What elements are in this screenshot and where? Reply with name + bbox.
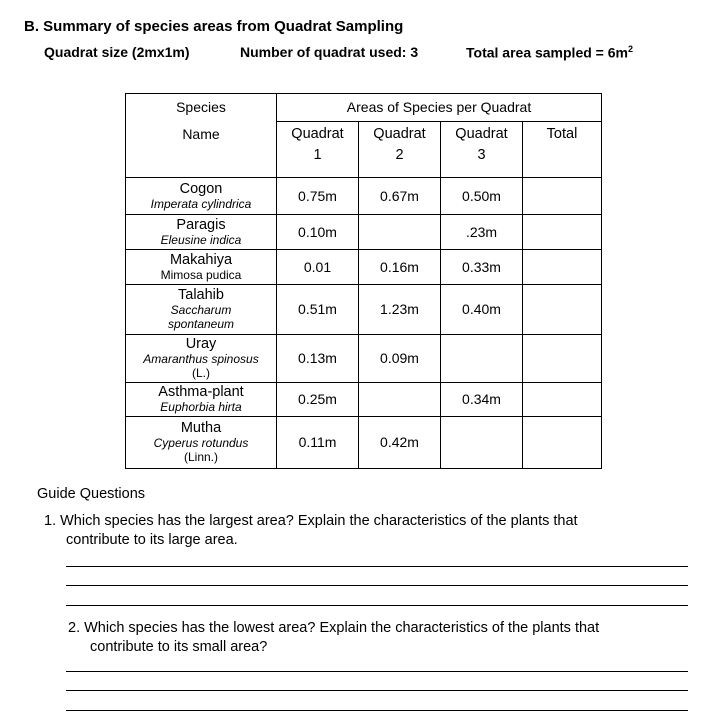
answer-line[interactable] (66, 605, 688, 606)
total-cell (523, 285, 602, 335)
q3-cell: 0.33m (441, 250, 523, 285)
q3-cell (441, 417, 523, 469)
total-area-sampled (466, 44, 633, 61)
common-name: Talahib (178, 287, 224, 303)
common-name: Uray (185, 336, 217, 352)
table-row (126, 250, 602, 285)
species-header: Species (126, 94, 277, 122)
col-label: Quadrat (373, 126, 426, 142)
col-number: 2 (395, 147, 404, 163)
total-area-superscript: 2 (627, 44, 633, 54)
authority: (L.) (192, 366, 210, 380)
quadrats-used: Number of quadrat used: 3 (240, 44, 419, 60)
q1-cell: 0.10m (277, 215, 359, 250)
total-cell (523, 178, 602, 215)
total-cell (523, 417, 602, 469)
question-2-line-2: contribute to its small area? (90, 639, 268, 655)
question-1-line-1: 1. Which species has the largest area? Explain the characteristics of the plants that (44, 513, 578, 529)
common-name: Makahiya (169, 251, 233, 268)
species-cell (126, 285, 277, 335)
q1-cell: 0.75m (277, 178, 359, 215)
q2-cell: 1.23m (359, 285, 441, 335)
table-row (126, 383, 602, 417)
q1-cell: 0.13m (277, 335, 359, 383)
q1-cell: 0.51m (277, 285, 359, 335)
scientific-name: Euphorbia hirta (160, 400, 242, 414)
total-cell (523, 250, 602, 285)
col-quadrat-3 (441, 122, 523, 178)
species-cell (126, 335, 277, 383)
total-cell (523, 383, 602, 417)
scientific-name: Amaranthus spinosus (143, 352, 259, 366)
name-header: Name (126, 122, 277, 178)
col-quadrat-2 (359, 122, 441, 178)
q2-cell: 0.42m (359, 417, 441, 469)
species-cell (126, 215, 277, 250)
col-label: Quadrat (455, 126, 508, 142)
col-quadrat-1 (277, 122, 359, 178)
question-1-line-2: contribute to its large area. (66, 532, 238, 548)
scientific-name: Cyperus rotundus (153, 436, 249, 450)
species-cell (126, 250, 277, 285)
common-name: Asthma-plant (158, 384, 244, 400)
q2-cell (359, 383, 441, 417)
areas-header: Areas of Species per Quadrat (277, 94, 602, 122)
answer-line[interactable] (66, 671, 688, 672)
table-row (126, 335, 602, 383)
question-2-line-1: 2. Which species has the lowest area? Explain the characteristics of the plants that (68, 620, 600, 636)
scientific-name: Saccharum spontaneum (167, 303, 235, 331)
q2-cell: 0.16m (359, 250, 441, 285)
col-total (523, 122, 602, 178)
col-number: 3 (477, 147, 486, 163)
q1-cell: 0.25m (277, 383, 359, 417)
q2-cell (359, 215, 441, 250)
scientific-name: Eleusine indica (160, 232, 242, 247)
q3-cell (441, 335, 523, 383)
total-cell (523, 215, 602, 250)
table-row (126, 178, 602, 215)
q3-cell: 0.34m (441, 383, 523, 417)
species-cell (126, 383, 277, 417)
table-row (126, 215, 602, 250)
guide-heading: Guide Questions (37, 486, 146, 502)
q1-cell: 0.01 (277, 250, 359, 285)
answer-line[interactable] (66, 566, 688, 567)
q3-cell: 0.50m (441, 178, 523, 215)
table-row (126, 285, 602, 335)
q3-cell: .23m (441, 215, 523, 250)
total-area-text: Total area sampled = 6m (466, 44, 628, 61)
q1-cell: 0.11m (277, 417, 359, 469)
answer-line[interactable] (66, 585, 688, 586)
scientific-name: Imperata cylindrica (150, 196, 252, 211)
col-label: Quadrat (291, 126, 344, 142)
common-name: Mutha (180, 420, 222, 436)
common-name: Paragis (176, 216, 226, 233)
col-number: 1 (313, 147, 322, 163)
total-cell (523, 335, 602, 383)
authority: (Linn.) (183, 450, 218, 464)
table-row (126, 417, 602, 469)
species-cell (126, 417, 277, 469)
quadrat-size: Quadrat size (2mx1m) (44, 44, 190, 60)
common-name: Cogon (179, 180, 223, 197)
species-cell (126, 178, 277, 215)
q2-cell: 0.67m (359, 178, 441, 215)
answer-line[interactable] (66, 690, 688, 691)
section-title: B. Summary of species areas from Quadrat Sampling (24, 18, 404, 35)
q2-cell: 0.09m (359, 335, 441, 383)
scientific-name: Mimosa pudica (160, 267, 242, 282)
species-area-table (125, 93, 602, 469)
answer-line[interactable] (66, 710, 688, 711)
col-label: Total (546, 126, 578, 142)
q3-cell: 0.40m (441, 285, 523, 335)
